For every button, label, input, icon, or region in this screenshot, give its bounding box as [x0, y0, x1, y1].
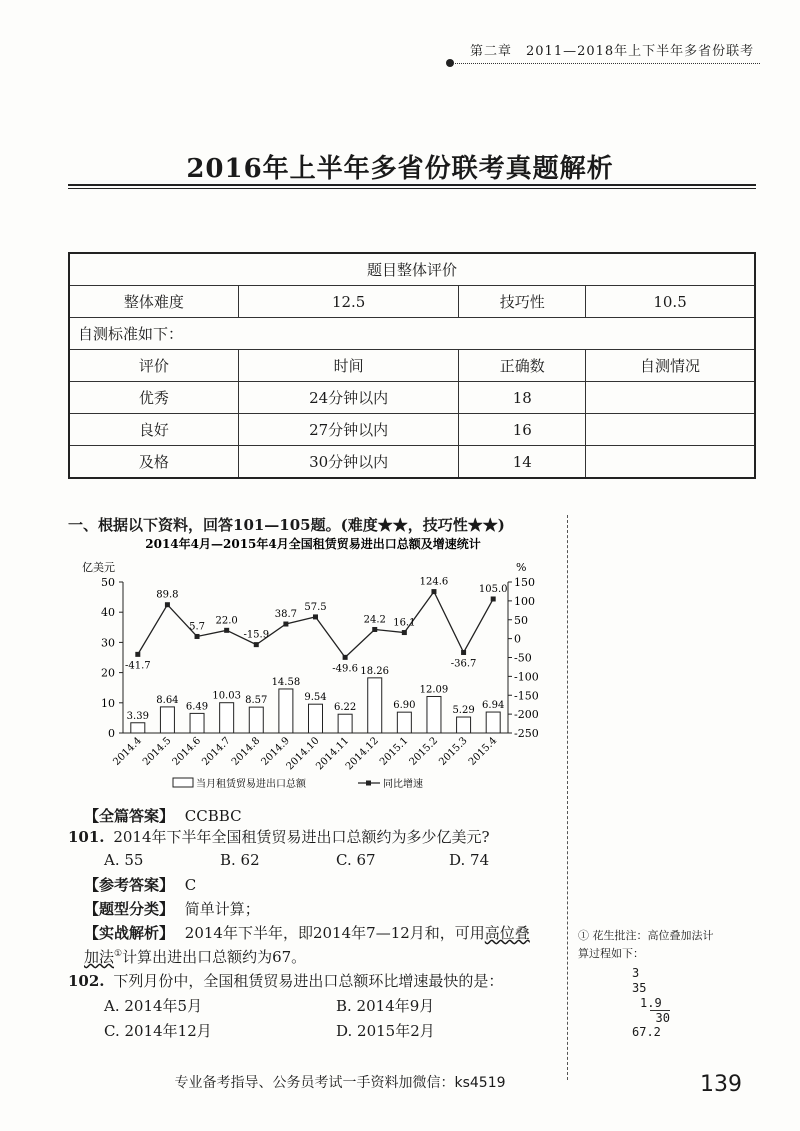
- left-tick-label: 40: [101, 606, 115, 620]
- title-rule: [68, 184, 756, 186]
- bar: [368, 678, 382, 733]
- x-tick-label: 2014.9: [259, 735, 293, 768]
- growth-point: [165, 602, 170, 607]
- legend-line-label: 同比增速: [383, 779, 423, 790]
- right-tick-label: -200: [514, 708, 539, 722]
- x-tick-label: 2015.1: [377, 735, 411, 768]
- all-answers: [84, 805, 242, 826]
- growth-point: [431, 589, 436, 594]
- grade-cell: 优秀: [69, 382, 238, 414]
- difficulty-label: 整体难度: [69, 286, 238, 318]
- growth-label: 16.1: [393, 617, 416, 629]
- footnote-mark: ①: [114, 949, 123, 959]
- bar-label: 12.09: [419, 684, 449, 696]
- growth-point: [402, 630, 407, 635]
- title-rule-thin: [68, 188, 756, 189]
- correct-cell: 16: [459, 414, 586, 446]
- option-d[interactable]: D. 2015年2月: [336, 1022, 435, 1040]
- calc-line: 35: [632, 981, 647, 995]
- bar-label: 6.49: [185, 701, 209, 713]
- left-tick-label: 20: [101, 666, 115, 680]
- growth-point: [372, 627, 377, 632]
- calc-line: 30: [650, 1010, 670, 1025]
- calc-line: 3: [632, 966, 640, 980]
- x-tick-label: 2014.4: [111, 735, 144, 768]
- time-cell: 30分钟以内: [238, 446, 459, 479]
- option-c[interactable]: C. 2014年12月: [104, 1022, 212, 1040]
- bar: [249, 707, 263, 733]
- side-note-line1: ① 花生批注：高位叠加法计: [578, 929, 714, 942]
- answers-value: CCBBC: [184, 807, 242, 825]
- self-cell: [586, 382, 755, 414]
- growth-point: [254, 642, 259, 647]
- calc-result: 67.2: [632, 1025, 661, 1039]
- analysis: [84, 922, 530, 943]
- bar: [160, 707, 174, 733]
- correct-cell: 18: [459, 382, 586, 414]
- column-header: 评价: [69, 350, 238, 382]
- table-row: [69, 382, 755, 414]
- chapter-header: 第二章 2011—2018年上下半年多省份联考: [470, 44, 755, 59]
- bar-label: 8.64: [156, 694, 179, 706]
- analysis-text-cont: 计算出进出口总额约为67。: [122, 948, 307, 966]
- bar-label: 6.22: [333, 702, 357, 714]
- ref-value: C: [184, 876, 197, 894]
- left-axis-unit: 亿美元: [82, 561, 115, 574]
- x-tick-label: 2015.3: [437, 735, 470, 768]
- bar: [220, 703, 234, 733]
- option-a[interactable]: A. 55: [104, 851, 144, 869]
- legend-bar-label: 当月租赁贸易进出口总额: [196, 779, 306, 790]
- growth-label: 57.5: [304, 601, 327, 613]
- bar: [131, 723, 145, 733]
- x-tick-label: 2014.6: [170, 735, 204, 768]
- bar: [427, 696, 441, 733]
- bar: [397, 712, 411, 733]
- table-heading: 题目整体评价: [69, 253, 755, 286]
- side-note-line2: 算过程如下：: [578, 947, 644, 960]
- growth-label: -41.7: [124, 660, 151, 672]
- grade-cell: 良好: [69, 414, 238, 446]
- bar-label: 6.94: [482, 700, 505, 712]
- right-tick-label: -100: [514, 670, 539, 684]
- analysis-text: 2014年下半年，即2014年7—12月和，可用: [184, 924, 485, 942]
- page-number: 139: [700, 1072, 742, 1097]
- right-tick-label: 0: [514, 632, 521, 646]
- question-number: 102.: [68, 972, 105, 990]
- growth-label: 22.0: [215, 615, 238, 627]
- type-label: 【题型分类】: [84, 900, 175, 918]
- x-tick-label: 2014.8: [229, 735, 263, 768]
- bar: [338, 714, 352, 733]
- growth-label: -15.9: [243, 629, 270, 641]
- growth-point: [195, 634, 200, 639]
- x-tick-label: 2015.4: [466, 735, 500, 768]
- column-header: 正确数: [459, 350, 586, 382]
- x-tick-label: 2014.7: [200, 735, 233, 768]
- growth-point: [135, 652, 140, 657]
- right-tick-label: -50: [514, 651, 532, 665]
- growth-point: [461, 650, 466, 655]
- option-a[interactable]: A. 2014年5月: [104, 997, 203, 1015]
- growth-point: [224, 628, 229, 633]
- trade-chart: [68, 532, 563, 800]
- question-101: [68, 826, 490, 847]
- header-rule: [455, 63, 760, 64]
- section-intro: 一、根据以下资料，回答101—105题。(难度★★，技巧性★★): [68, 516, 505, 534]
- x-tick-label: 2015.2: [407, 735, 441, 768]
- left-tick-label: 0: [108, 727, 115, 740]
- table-row: [69, 414, 755, 446]
- time-cell: 24分钟以内: [238, 382, 459, 414]
- bar-label: 9.54: [304, 692, 327, 704]
- right-tick-label: 50: [514, 613, 528, 627]
- time-cell: 27分钟以内: [238, 414, 459, 446]
- right-tick-label: 100: [514, 594, 535, 608]
- option-b[interactable]: B. 62: [220, 851, 260, 869]
- option-c[interactable]: C. 67: [336, 851, 376, 869]
- question-number: 101.: [68, 828, 105, 846]
- footer-text: 专业备考指导、公务员考试一手资料加微信：ks4519: [174, 1075, 506, 1091]
- bar-label: 5.29: [452, 705, 475, 717]
- bar-label: 3.39: [126, 710, 149, 722]
- bar-label: 6.90: [393, 700, 416, 712]
- self-cell: [586, 414, 755, 446]
- option-d[interactable]: D. 74: [449, 851, 490, 869]
- standard-label: 自测标准如下：: [69, 318, 755, 350]
- bar: [279, 689, 293, 733]
- left-tick-label: 10: [101, 696, 115, 710]
- evaluation-table: [68, 252, 756, 479]
- self-cell: [586, 446, 755, 479]
- growth-label: 5.7: [189, 621, 205, 633]
- column-header: 自测情况: [586, 350, 755, 382]
- right-tick-label: 150: [514, 576, 535, 589]
- x-tick-label: 2014.10: [284, 735, 322, 773]
- bar: [190, 713, 204, 733]
- skill-value: 10.5: [586, 286, 755, 318]
- growth-label: 24.2: [363, 614, 386, 626]
- bar-label: 8.57: [245, 695, 268, 707]
- question-text: 2014年下半年全国租赁贸易进出口总额约为多少亿美元?: [113, 828, 490, 846]
- question-text: 下列月份中，全国租赁贸易进出口总额环比增速最快的是：: [113, 972, 504, 990]
- x-tick-label: 2014.11: [314, 735, 352, 773]
- table-row: [69, 446, 755, 479]
- left-tick-label: 30: [101, 636, 115, 650]
- growth-point: [491, 596, 496, 601]
- analysis-label: 【实战解析】: [84, 924, 175, 942]
- option-b[interactable]: B. 2014年9月: [336, 997, 435, 1015]
- growth-label: 38.7: [274, 609, 298, 621]
- growth-label: 124.6: [419, 576, 449, 588]
- bar-label: 10.03: [212, 690, 241, 702]
- skill-label: 技巧性: [459, 286, 586, 318]
- growth-point: [283, 622, 288, 627]
- right-axis-unit: %: [516, 561, 527, 574]
- analysis-cont: [84, 946, 306, 967]
- grade-cell: 及格: [69, 446, 238, 479]
- question-type: [84, 898, 260, 919]
- bar: [486, 712, 500, 733]
- x-tick-label: 2014.12: [343, 735, 381, 773]
- bar-label: 14.58: [271, 676, 301, 688]
- right-tick-label: -250: [514, 727, 539, 740]
- growth-label: -36.7: [450, 658, 477, 670]
- margin-divider: [567, 515, 568, 1080]
- correct-cell: 14: [459, 446, 586, 479]
- question-102: [68, 970, 503, 991]
- growth-label: 89.8: [156, 589, 179, 601]
- column-header: 时间: [238, 350, 459, 382]
- growth-point: [343, 655, 348, 660]
- x-tick-label: 2014.5: [141, 735, 174, 768]
- page-title: 2016年上半年多省份联考真题解析: [186, 154, 614, 184]
- calc-line: 1.9: [640, 996, 662, 1010]
- ref-label: 【参考答案】: [84, 876, 175, 894]
- header-bullet: [446, 59, 454, 67]
- answers-label: 【全篇答案】: [84, 807, 175, 825]
- method-link: 高位叠: [484, 924, 530, 942]
- bar: [309, 704, 323, 733]
- reference-answer: [84, 874, 196, 895]
- right-tick-label: -150: [514, 689, 539, 703]
- legend-line-marker: [366, 781, 371, 786]
- type-value: 简单计算；: [184, 900, 260, 918]
- left-tick-label: 50: [101, 576, 115, 589]
- growth-label: -49.6: [332, 663, 358, 675]
- difficulty-value: 12.5: [238, 286, 459, 318]
- method-link-cont: 加法: [84, 948, 115, 966]
- bar: [457, 717, 471, 733]
- chart-title: 2014年4月—2015年4月全国租赁贸易进出口总额及增速统计: [145, 537, 481, 551]
- growth-label: 105.0: [478, 583, 508, 595]
- legend-bar-swatch: [173, 778, 193, 787]
- growth-point: [313, 614, 318, 619]
- bar-label: 18.26: [360, 665, 390, 677]
